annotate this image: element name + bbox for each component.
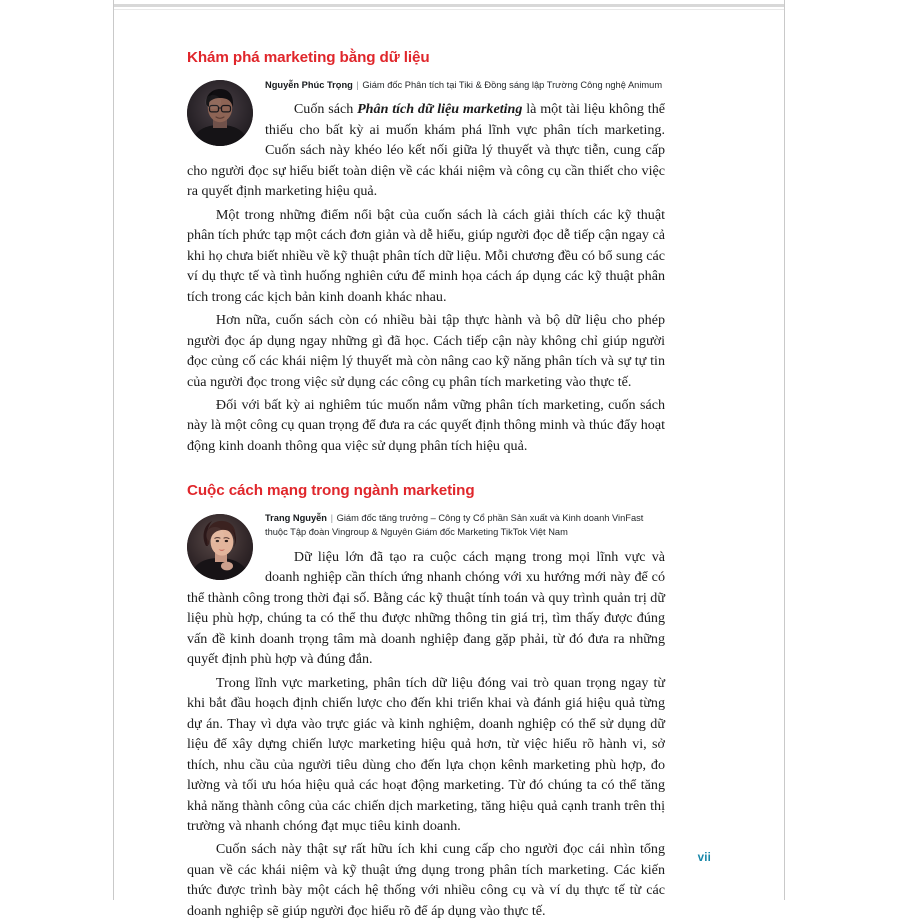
section-1-paragraph-3: Hơn nữa, cuốn sách còn có nhiều bài tập thực hành và bộ dữ liệu cho phép người đọc áp dụng ngay những gì đã học. Cách tiếp cận này không chỉ giúp người đọc củng cố các khái niệm lý thuyết mà còn nâng cao kỹ năng phân tích và sự tự tin của người đọc trong việc sử dụng các công cụ phân tích marketing vào thực tế. (187, 312, 665, 390)
section-1-paragraph-4: Đối với bất kỳ ai nghiêm túc muốn nắm vững phân tích marketing, cuốn sách này là một công cụ quan trọng để đưa ra các quyết định thông minh và thúc đẩy hoạt động kinh doanh thông qua việc sử dụng phân tích hiệu quả. (187, 396, 665, 454)
section-2-paragraph-1: Dữ liệu lớn đã tạo ra cuộc cách mạng trong mọi lĩnh vực và doanh nghiệp cần thích ứng nhanh chóng với xu hướng mới này để có thể thành công trong thời đại số. Bằng các kỹ thuật tính toán và quy trình quản trị dữ liệu phù hợp, chúng ta có thể thu được những thông tin giá trị, tìm thấy được đúng vấn đề kinh doanh trọng tâm mà doanh nghiệp đang gặp phải, từ đó đưa ra những quyết định phù hợp và đúng đắn. (187, 548, 665, 668)
section-2-paragraph-2: Trong lĩnh vực marketing, phân tích dữ liệu đóng vai trò quan trọng ngay từ khi bắt đầu hoạch định chiến lược cho đến khi triển khai và đánh giá hiệu quả từng dự án. Thay vì dựa vào trực giác và kinh nghiệm, doanh nghiệp có thể sử dụng dữ liệu để xây dựng chiến lược marketing hiệu quả hơn, từ việc hiểu rõ hành vi, sở thích, nhu cầu của người tiêu dùng cho đến lựa chọn kênh marketing phù hợp, đo lường và tối ưu hóa hiệu quả các hoạt động marketing. Từ đó chúng ta có thể tăng khả năng thành công của các chiến dịch marketing, tăng hiệu quả cạnh tranh trên thị trường và nhanh chóng đạt mục tiêu kinh doanh. (187, 674, 665, 835)
testimonial-section-1 (187, 48, 665, 458)
section-1-byline (187, 78, 665, 92)
page-top-rule-secondary (114, 9, 784, 10)
page-content (187, 48, 665, 923)
avatar-nguyen-phuc-trong (187, 80, 253, 146)
page-number: vii (697, 852, 711, 864)
page-top-rule (114, 4, 784, 7)
byline-separator: | (356, 80, 359, 90)
section-1-author-role: Giám đốc Phân tích tại Tiki & Đồng sáng lập Trường Công nghệ Animum (362, 80, 663, 90)
section-2-body (187, 511, 665, 923)
section-1-paragraph-1 (187, 99, 665, 202)
section-2-author-name: Trang Nguyễn (265, 513, 327, 524)
avatar-trang-nguyen (187, 514, 253, 580)
testimonial-section-2 (187, 481, 665, 923)
section-1-body (187, 78, 665, 458)
para-1-lead: Cuốn sách (293, 101, 358, 118)
section-2-author-role: Giám đốc tăng trưởng – Công ty Cổ phần Sản xuất và Kinh doanh VinFast thuộc Tập đoàn Vingroup & Nguyên Giám đốc Marketing TikTok Việt Nam (265, 513, 644, 538)
section-1-author-name: Nguyễn Phúc Trọng (265, 80, 353, 90)
section-2-heading: Cuộc cách mạng trong ngành marketing (187, 482, 475, 500)
book-page (113, 0, 785, 919)
section-1-heading: Khám phá marketing bằng dữ liệu (187, 49, 430, 66)
section-2-byline (187, 511, 665, 540)
byline-separator: | (330, 513, 334, 524)
section-2-paragraph-3: Cuốn sách này thật sự rất hữu ích khi cung cấp cho người đọc cái nhìn tổng quan về các khái niệm và kỹ thuật ứng dụng trong phân tích marketing. Các kiến thức được trình bày một cách hệ thống với nhiều công cụ và ví dụ thực tế từ các doanh nghiệp sẽ giúp người đọc hiểu rõ để áp dụng vào thực tế. (187, 841, 665, 919)
para-1-rest: là một tài liệu không thể thiếu cho bất kỳ ai muốn khám phá lĩnh vực phân tích marketing. Cuốn sách này khéo léo kết nối giữa lý thuyết và thực tiễn, cung cấp cho người đọc sự hiểu biết toàn diện về các khái niệm và công cụ cần thiết cho việc ra quyết định marketing hiệu quả. (187, 101, 665, 200)
book-title-emphasis: Phân tích dữ liệu marketing (357, 101, 523, 118)
section-1-paragraph-2: Một trong những điểm nổi bật của cuốn sách là cách giải thích các kỹ thuật phân tích phức tạp một cách đơn giản và dễ hiểu, giúp người đọc dễ tiếp cận ngay cả khi họ chưa biết nhiều về kỹ thuật phân tích dữ liệu. Mỗi chương đều có bổ sung các ví dụ thực tế và tình huống nghiên cứu để minh họa cách áp dụng các kỹ thuật phân tích trong các kịch bản kinh doanh khác nhau. (187, 206, 665, 305)
